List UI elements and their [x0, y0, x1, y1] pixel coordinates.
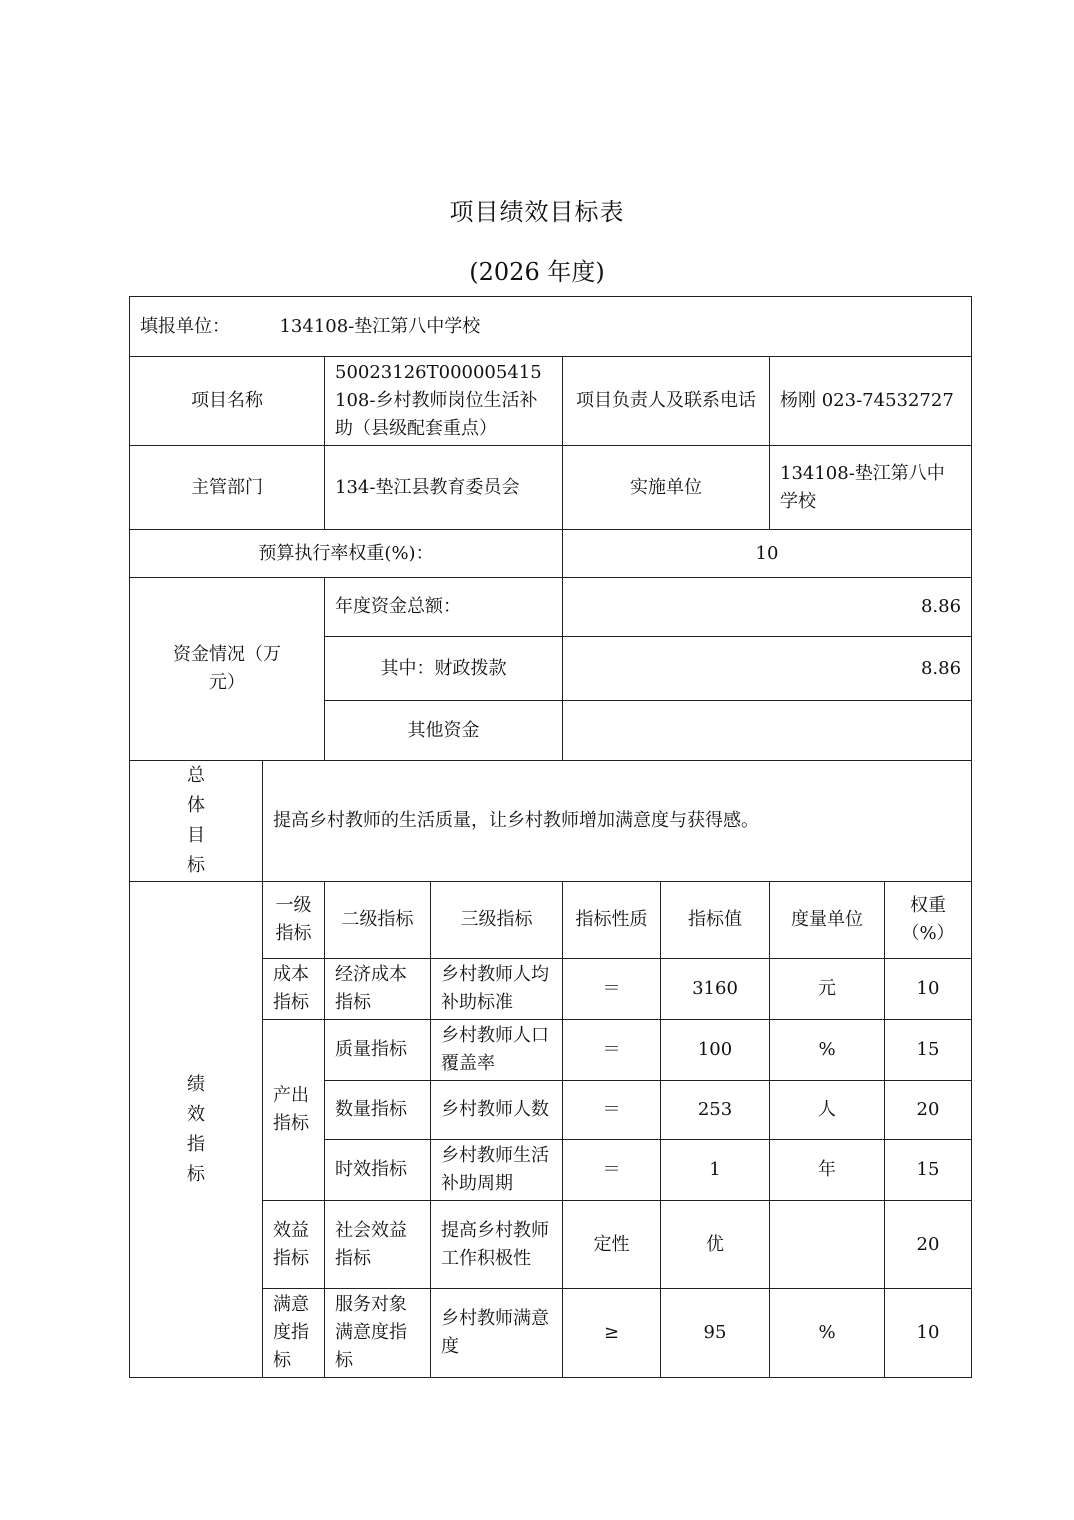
header-level1: 一级指标: [263, 882, 325, 959]
level2-cell: 经济成本指标: [325, 959, 431, 1020]
project-name-label: 项目名称: [130, 357, 325, 446]
overall-goal-value: 提高乡村教师的生活质量，让乡村教师增加满意度与获得感。: [263, 761, 972, 882]
indicators-label: 绩效指标: [130, 882, 263, 1378]
level2-cell: 社会效益指标: [325, 1201, 431, 1289]
funds-fiscal-value: 8.86: [563, 637, 972, 701]
unit-cell: 人: [770, 1081, 885, 1140]
overall-goal-label: 总体目标: [130, 761, 263, 882]
unit-cell: %: [770, 1020, 885, 1081]
unit-value: 134108-垫江第八中学校: [279, 315, 481, 337]
level3-cell: 乡村教师人口覆盖率: [431, 1020, 563, 1081]
impl-unit-label: 实施单位: [563, 446, 770, 530]
nature-cell: 定性: [563, 1201, 661, 1289]
level2-cell: 数量指标: [325, 1081, 431, 1140]
unit-cell: [770, 1201, 885, 1289]
funds-other-value: [563, 701, 972, 761]
budget-weight-label: 预算执行率权重(%)：: [130, 530, 563, 578]
level3-cell: 乡村教师人均补助标准: [431, 959, 563, 1020]
value-cell: 95: [661, 1289, 770, 1378]
header-level3: 三级指标: [431, 882, 563, 959]
level2-cell: 质量指标: [325, 1020, 431, 1081]
value-cell: 优: [661, 1201, 770, 1289]
level1-benefit: 效益指标: [263, 1201, 325, 1289]
unit-cell: %: [770, 1289, 885, 1378]
weight-cell: 20: [885, 1201, 972, 1289]
unit-row: [130, 297, 972, 357]
header-level2: 二级指标: [325, 882, 431, 959]
nature-cell: ＝: [563, 959, 661, 1020]
level3-cell: 乡村教师生活补助周期: [431, 1140, 563, 1201]
level3-cell: 乡村教师人数: [431, 1081, 563, 1140]
budget-weight-value: 10: [563, 530, 972, 578]
header-nature: 指标性质: [563, 882, 661, 959]
funds-fiscal-label: 其中：财政拨款: [325, 637, 563, 701]
level2-cell: 时效指标: [325, 1140, 431, 1201]
performance-target-table: [129, 296, 972, 1378]
level2-cell: 服务对象满意度指标: [325, 1289, 431, 1378]
page-subtitle-year: (2026 年度): [469, 258, 605, 286]
project-contact-value: 杨刚 023-74532727: [770, 357, 972, 446]
level3-cell: 乡村教师满意度: [431, 1289, 563, 1378]
funds-total-value: 8.86: [563, 578, 972, 637]
funds-label: 资金情况（万元）: [130, 578, 325, 761]
weight-cell: 15: [885, 1020, 972, 1081]
value-cell: 100: [661, 1020, 770, 1081]
funds-total-label: 年度资金总额：: [325, 578, 563, 637]
level1-output: 产出指标: [263, 1020, 325, 1201]
nature-cell: ＝: [563, 1081, 661, 1140]
level3-cell: 提高乡村教师工作积极性: [431, 1201, 563, 1289]
value-cell: 3160: [661, 959, 770, 1020]
unit-label: 填报单位：: [140, 315, 230, 337]
header-weight: 权重（%）: [885, 882, 972, 959]
nature-cell: ＝: [563, 1140, 661, 1201]
unit-cell: 元: [770, 959, 885, 1020]
value-cell: 253: [661, 1081, 770, 1140]
weight-cell: 10: [885, 959, 972, 1020]
weight-cell: 20: [885, 1081, 972, 1140]
project-contact-label: 项目负责人及联系电话: [563, 357, 770, 446]
impl-unit-value: 134108-垫江第八中学校: [770, 446, 972, 530]
nature-cell: ＝: [563, 1020, 661, 1081]
page-title: 项目绩效目标表: [449, 198, 625, 226]
value-cell: 1: [661, 1140, 770, 1201]
weight-cell: 10: [885, 1289, 972, 1378]
funds-other-label: 其他资金: [325, 701, 563, 761]
header-value: 指标值: [661, 882, 770, 959]
level1-satisfaction: 满意度指标: [263, 1289, 325, 1378]
project-name-value: 50023126T000005415108-乡村教师岗位生活补助（县级配套重点）: [325, 357, 563, 446]
nature-cell: ≥: [563, 1289, 661, 1378]
dept-label: 主管部门: [130, 446, 325, 530]
header-unit: 度量单位: [770, 882, 885, 959]
dept-value: 134-垫江县教育委员会: [325, 446, 563, 530]
unit-cell: 年: [770, 1140, 885, 1201]
level1-cost: 成本指标: [263, 959, 325, 1020]
weight-cell: 15: [885, 1140, 972, 1201]
